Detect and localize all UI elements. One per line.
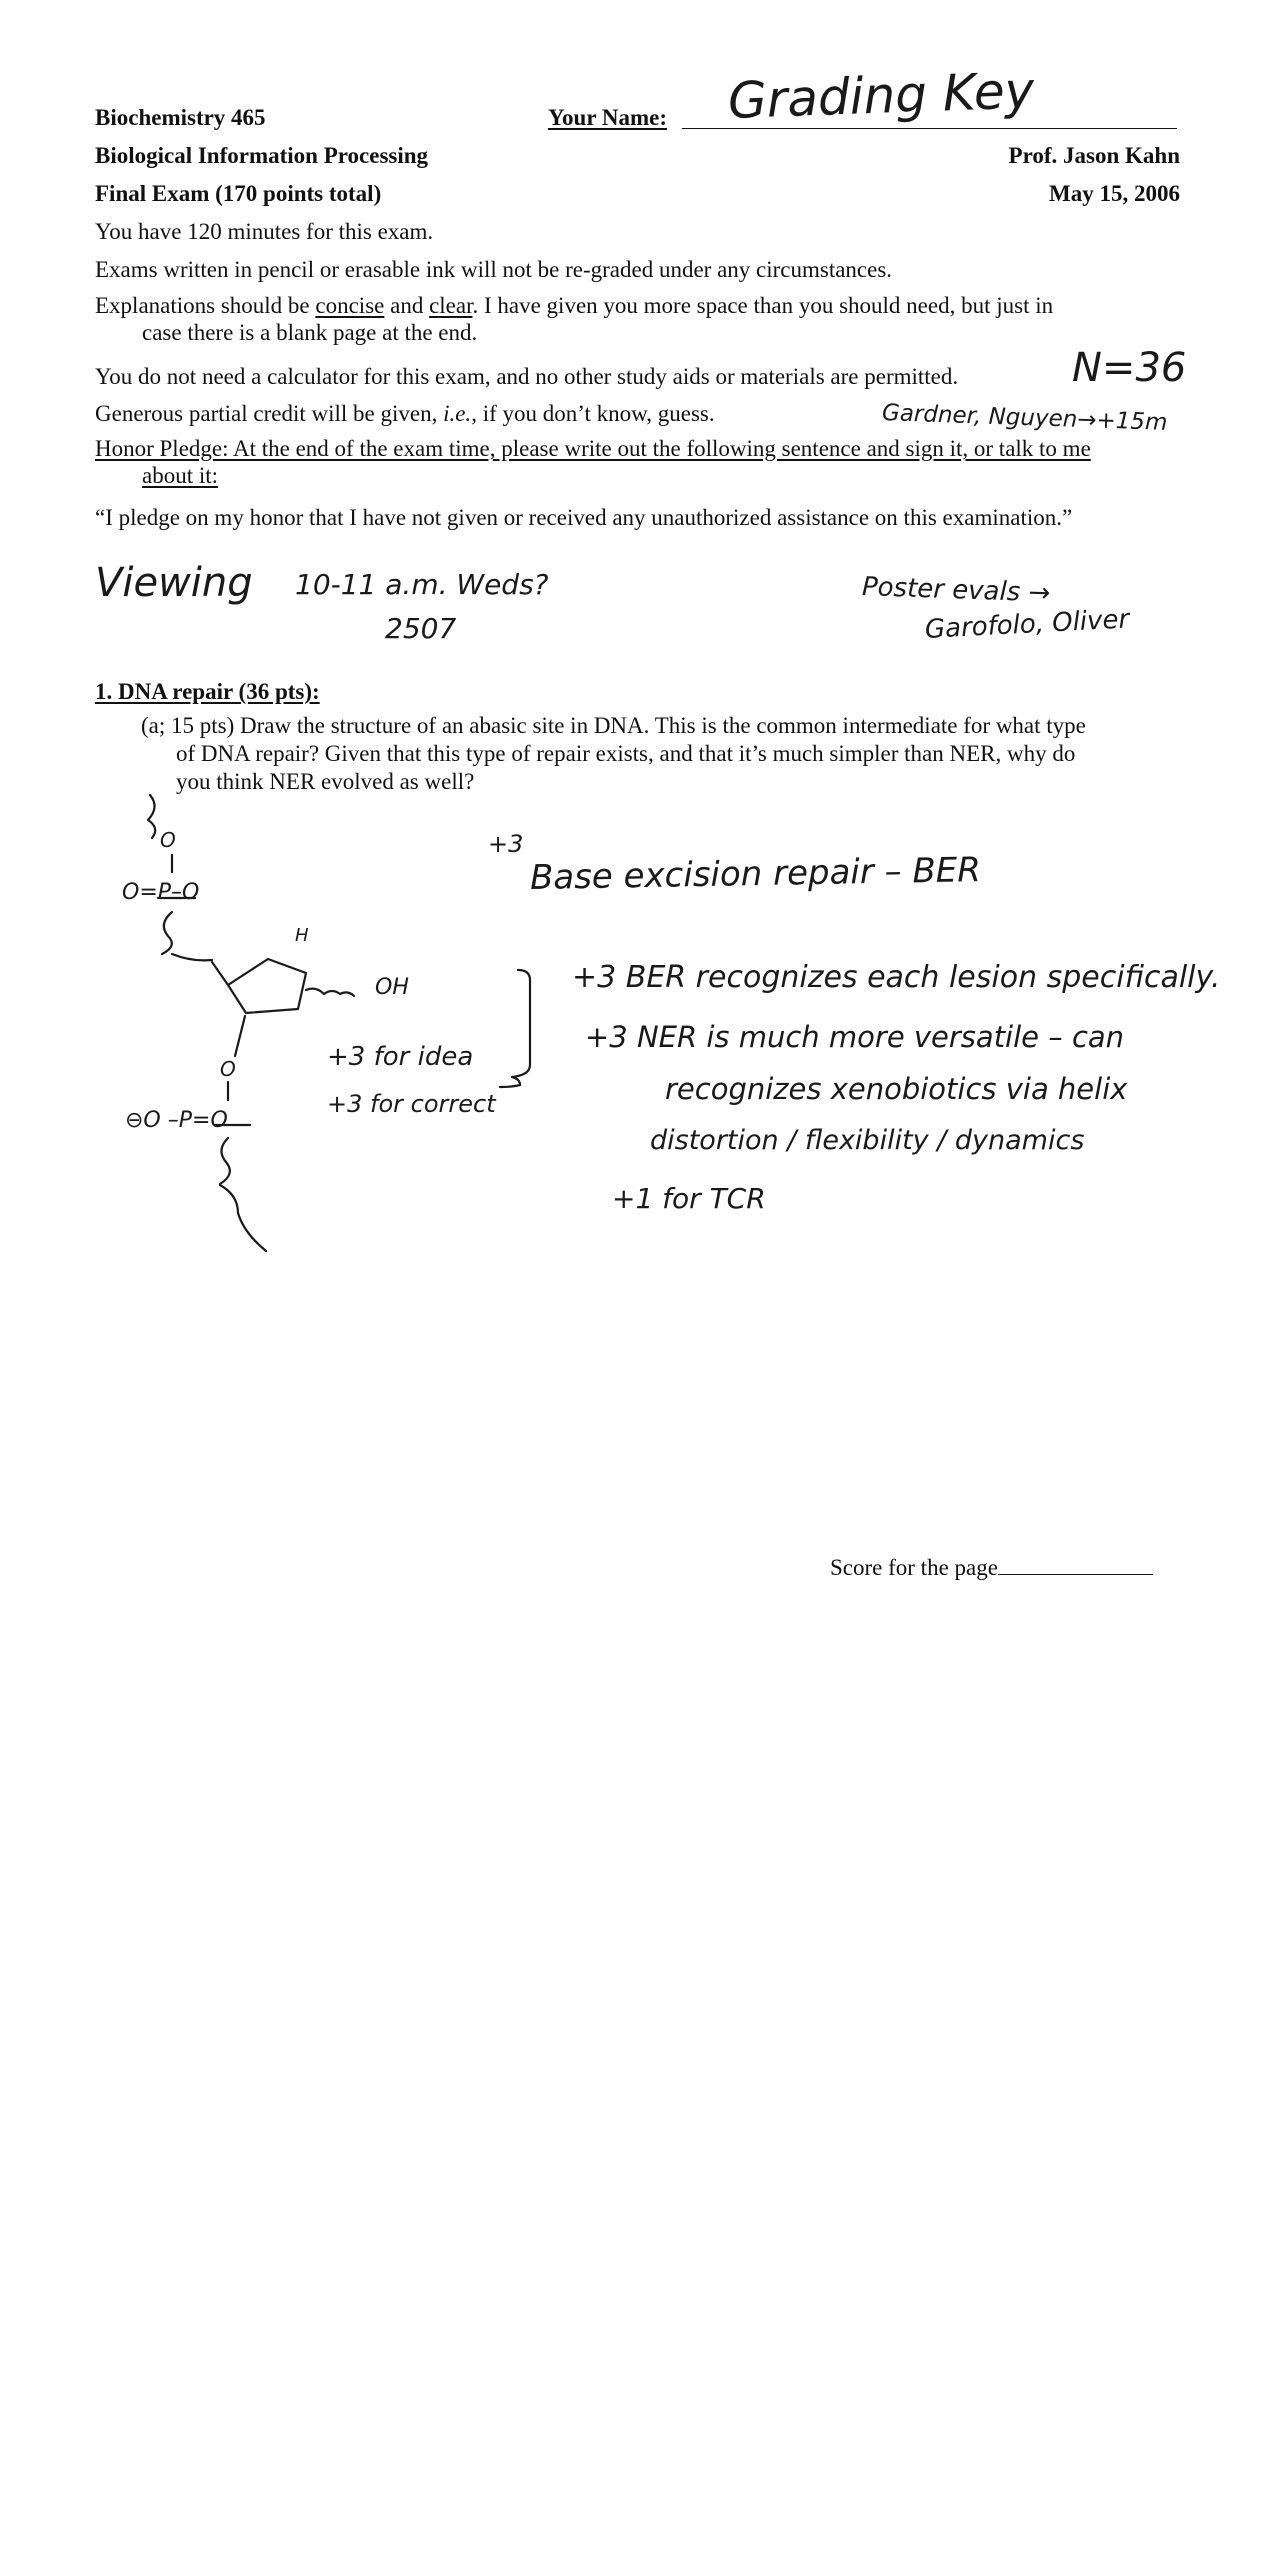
phosphate-bottom-label: ⊖O –P=O	[125, 1108, 228, 1133]
name-label: Your Name:	[548, 105, 668, 130]
instruction-credit: Generous partial credit will be given, i.e., if you don’t know, guess.	[95, 401, 715, 426]
page-score: Score for the page	[830, 1552, 1153, 1582]
honor-pledge-instruction: Honor Pledge: At the end of the exam time, please write out the following sentence and sign it, or talk to me about it:	[95, 436, 1091, 488]
n-count-annotation: N=36	[1072, 345, 1187, 391]
ner-continuation-2: distortion / flexibility / dynamics	[650, 1125, 1085, 1156]
page-score-blank	[998, 1552, 1153, 1575]
ner-continuation-1: recognizes xenobiotics via helix	[665, 1072, 1128, 1106]
instruction-explanations: Explanations should be concise and clear. I have given you more space than you should need, but just in case there is a blank page at the end.	[95, 293, 1054, 345]
viewing-time-annotation: 10-11 a.m. Weds?	[295, 568, 549, 601]
honor-pledge-text: “I pledge on my honor that I have not given or received any unauthorized assistance on this examination.”	[95, 505, 1073, 530]
poster-names-annotation: Garofolo, Oliver	[924, 604, 1130, 645]
poster-annotation: Poster evals →	[861, 572, 1051, 609]
ber-answer: Base excision repair – BER	[529, 850, 982, 898]
question-1a-line3: you think NER evolved as well?	[176, 769, 475, 794]
ber-point: +3 BER recognizes each lesion specifically.	[572, 960, 1221, 995]
idea-points: +3 for idea	[327, 1042, 474, 1072]
question-1a-line1: (a; 15 pts) Draw the structure of an abasic site in DNA. This is the common intermediate for what type	[141, 713, 1086, 738]
exam-date: May 15, 2006	[1049, 181, 1180, 206]
instruction-calculator: You do not need a calculator for this exam, and no other study aids or materials are permitted.	[95, 364, 959, 389]
instruction-pencil: Exams written in pencil or erasable ink will not be re-graded under any circumstances.	[95, 257, 893, 282]
exam-title: Final Exam (170 points total)	[95, 181, 382, 206]
name-value: Grading Key	[726, 61, 1036, 130]
correct-points: +3 for correct	[327, 1090, 496, 1118]
question-1a-line2: of DNA repair? Given that this type of repair exists, and that it’s much simpler than NER, why do	[176, 741, 1076, 766]
phosphate-top-label: O=P–O	[122, 880, 200, 905]
ring-h-label: H	[295, 925, 309, 946]
room-annotation: 2507	[385, 612, 457, 645]
professor: Prof. Jason Kahn	[1008, 143, 1180, 168]
graders-annotation: Gardner, Nguyen→+15m	[881, 400, 1168, 436]
viewing-annotation: Viewing	[95, 560, 253, 606]
ner-point: +3 NER is much more versatile – can	[585, 1020, 1125, 1054]
question-1-heading: 1. DNA repair (36 pts):	[95, 679, 320, 704]
oh-label: OH	[375, 975, 409, 1000]
course-title: Biological Information Processing	[95, 143, 429, 168]
tcr-point: +1 for TCR	[612, 1182, 766, 1215]
top-points: +3	[488, 830, 524, 858]
o-top-label: O	[160, 828, 176, 852]
instruction-time: You have 120 minutes for this exam.	[95, 219, 434, 244]
o-mid-label: O	[220, 1057, 236, 1081]
course-number: Biochemistry 465	[95, 105, 266, 130]
